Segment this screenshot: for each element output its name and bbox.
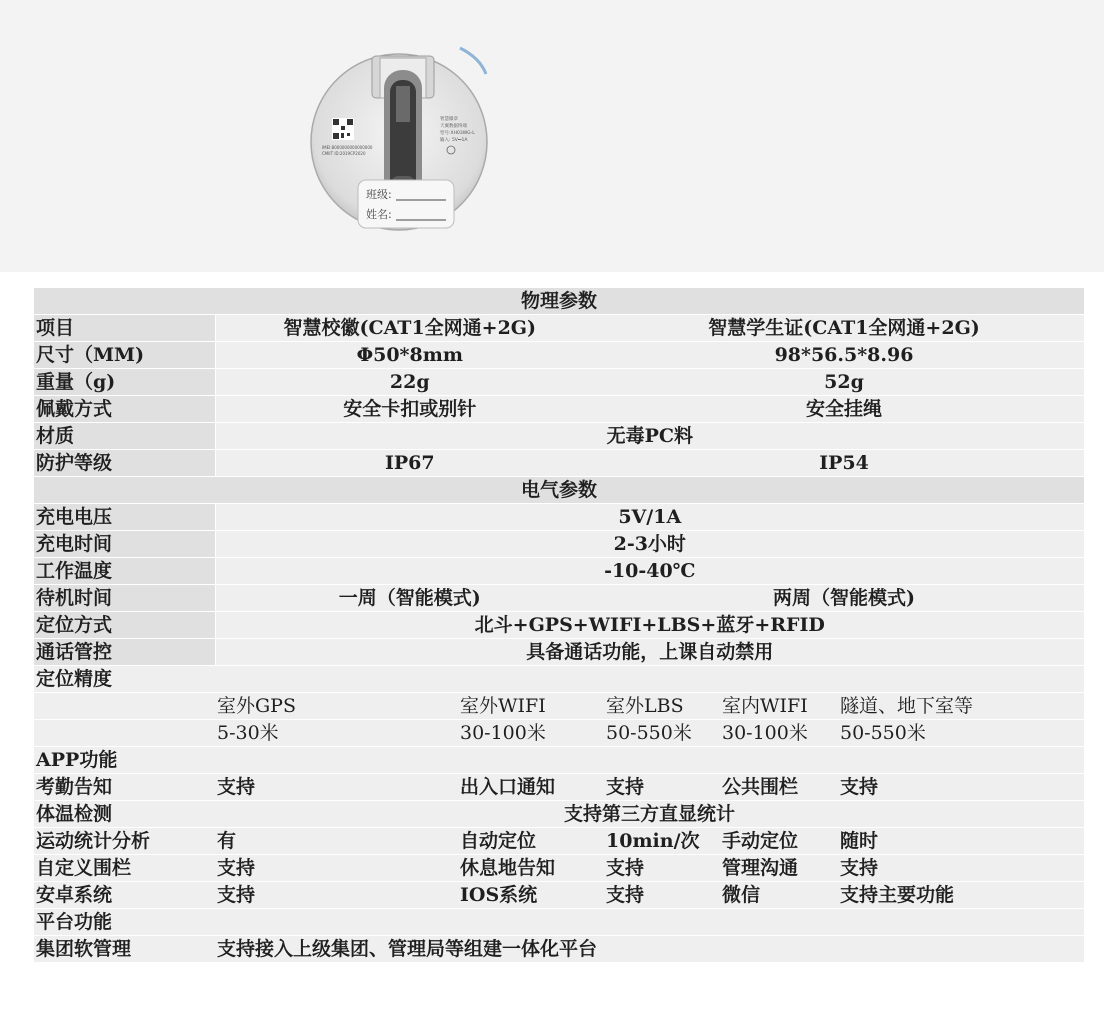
table-row <box>34 855 1084 882</box>
label-line-4: 输入: 5V⎓1A <box>440 138 468 143</box>
table-row <box>34 315 1084 342</box>
table-row <box>34 342 1084 369</box>
table-row <box>34 882 1084 909</box>
row-label-attendance: 考勤告知 <box>34 774 215 801</box>
row-label-precision: 定位精度 <box>34 666 1084 693</box>
table-row <box>34 801 1084 828</box>
precision-head-indoor-wifi: 室内WIFI <box>720 693 838 720</box>
group-management-cell: 支持接入上级集团、管理局等组建一体化平台 <box>215 936 1084 963</box>
row-label-temperature: 工作温度 <box>34 558 215 585</box>
android-c4: 微信 <box>720 882 838 909</box>
row-label-weight: 重量（g) <box>34 369 215 396</box>
custom-fence-c3: 支持 <box>604 855 720 882</box>
positioning-cell: 北斗+GPS+WIFI+LBS+蓝牙+RFID <box>215 612 1084 639</box>
precision-head-gps: 室外GPS <box>215 693 458 720</box>
label-line-1: 智慧徽章 <box>440 117 458 122</box>
row-label-group: 集团软管理 <box>34 936 215 963</box>
attendance-c1: 支持 <box>215 774 458 801</box>
attendance-c2: 出入口通知 <box>458 774 604 801</box>
table-row <box>34 369 1084 396</box>
custom-fence-c4: 管理沟通 <box>720 855 838 882</box>
qr-code-icon <box>332 118 354 140</box>
sport-c3: 10min/次 <box>604 828 720 855</box>
android-c5: 支持主要功能 <box>838 882 1084 909</box>
table-row <box>34 558 1084 585</box>
precision-val-gps: 5-30米 <box>215 720 458 747</box>
table-row <box>34 504 1084 531</box>
row-label-item: 项目 <box>34 315 215 342</box>
table-row <box>34 720 1084 747</box>
electrical-section-header <box>34 477 1084 504</box>
badge-model-cell: 智慧校徽(CAT1全网通+2G) <box>215 315 604 342</box>
charge-time-cell: 2-3小时 <box>215 531 1084 558</box>
table-row <box>34 531 1084 558</box>
cmiit-text: CMIIT ID:2019CP2020 <box>322 151 366 156</box>
precision-head-tunnel: 隧道、地下室等 <box>838 693 1084 720</box>
material-cell: 无毒PC料 <box>215 423 1084 450</box>
row-label-app: APP功能 <box>34 747 1084 774</box>
precision-val-lbs: 50-550米 <box>604 720 720 747</box>
custom-fence-c5: 支持 <box>838 855 1084 882</box>
class-field-label: 班级: <box>366 188 392 201</box>
temperature-cell: -10-40℃ <box>215 558 1084 585</box>
badge-wear-cell: 安全卡扣或别针 <box>215 396 604 423</box>
badge-protection-cell: IP67 <box>215 450 604 477</box>
row-label-material: 材质 <box>34 423 215 450</box>
badge-size-cell: Φ50*8mm <box>215 342 604 369</box>
table-row <box>34 396 1084 423</box>
badge-weight-cell: 22g <box>215 369 604 396</box>
custom-fence-c1: 支持 <box>215 855 458 882</box>
row-label-charge-time: 充电时间 <box>34 531 215 558</box>
sport-c5: 随时 <box>838 828 1084 855</box>
sport-c2: 自动定位 <box>458 828 604 855</box>
table-row <box>34 828 1084 855</box>
badge-standby-cell: 一周（智能模式) <box>215 585 604 612</box>
table-row <box>34 639 1084 666</box>
precision-val-indoor-wifi: 30-100米 <box>720 720 838 747</box>
table-row <box>34 774 1084 801</box>
android-c2: IOS系统 <box>458 882 604 909</box>
attendance-c5: 支持 <box>838 774 1084 801</box>
row-label-call: 通话管控 <box>34 639 215 666</box>
row-label-protection: 防护等级 <box>34 450 215 477</box>
table-row <box>34 450 1084 477</box>
card-wear-cell: 安全挂绳 <box>604 396 1084 423</box>
card-weight-cell: 52g <box>604 369 1084 396</box>
precision-head-lbs: 室外LBS <box>604 693 720 720</box>
row-label-sport: 运动统计分析 <box>34 828 215 855</box>
body-temp-cell: 支持第三方直显统计 <box>215 801 1084 828</box>
table-row <box>34 666 1084 693</box>
name-field-label: 姓名: <box>366 208 392 221</box>
sport-c4: 手动定位 <box>720 828 838 855</box>
attendance-c3: 支持 <box>604 774 720 801</box>
call-control-cell: 具备通话功能，上课自动禁用 <box>215 639 1084 666</box>
table-row <box>34 909 1084 936</box>
card-size-cell: 98*56.5*8.96 <box>604 342 1084 369</box>
row-label-platform: 平台功能 <box>34 909 1084 936</box>
spec-table <box>34 288 1084 963</box>
custom-fence-c2: 休息地告知 <box>458 855 604 882</box>
physical-header-text: 物理参数 <box>34 288 1084 315</box>
row-label-standby: 待机时间 <box>34 585 215 612</box>
physical-section-header <box>34 288 1084 315</box>
row-label-custom-fence: 自定义围栏 <box>34 855 215 882</box>
row-label-wear: 佩戴方式 <box>34 396 215 423</box>
card-protection-cell: IP54 <box>604 450 1084 477</box>
imei-text: IMEI:8000000000000000 <box>322 145 373 150</box>
table-row <box>34 747 1084 774</box>
row-label-size: 尺寸（MM) <box>34 342 215 369</box>
smart-badge-image <box>310 34 488 244</box>
row-label-positioning: 定位方式 <box>34 612 215 639</box>
label-line-3: 型号:XH03WG-L <box>440 131 475 136</box>
table-row <box>34 693 1084 720</box>
row-label-body-temp: 体温检测 <box>34 801 215 828</box>
sport-c1: 有 <box>215 828 458 855</box>
android-c1: 支持 <box>215 882 458 909</box>
label-line-2: 天翼数据终端 <box>440 124 467 129</box>
charge-voltage-cell: 5V/1A <box>215 504 1084 531</box>
android-c3: 支持 <box>604 882 720 909</box>
table-row <box>34 612 1084 639</box>
precision-head-wifi: 室外WIFI <box>458 693 604 720</box>
precision-val-tunnel: 50-550米 <box>838 720 1084 747</box>
product-photo-panel <box>0 0 1104 272</box>
card-model-cell: 智慧学生证(CAT1全网通+2G) <box>604 315 1084 342</box>
attendance-c4: 公共围栏 <box>720 774 838 801</box>
row-label-android: 安卓系统 <box>34 882 215 909</box>
row-label-charge-voltage: 充电电压 <box>34 504 215 531</box>
table-row <box>34 936 1084 963</box>
precision-val-wifi: 30-100米 <box>458 720 604 747</box>
card-standby-cell: 两周（智能模式) <box>604 585 1084 612</box>
table-row <box>34 585 1084 612</box>
electrical-header-text: 电气参数 <box>34 477 1084 504</box>
table-row <box>34 423 1084 450</box>
